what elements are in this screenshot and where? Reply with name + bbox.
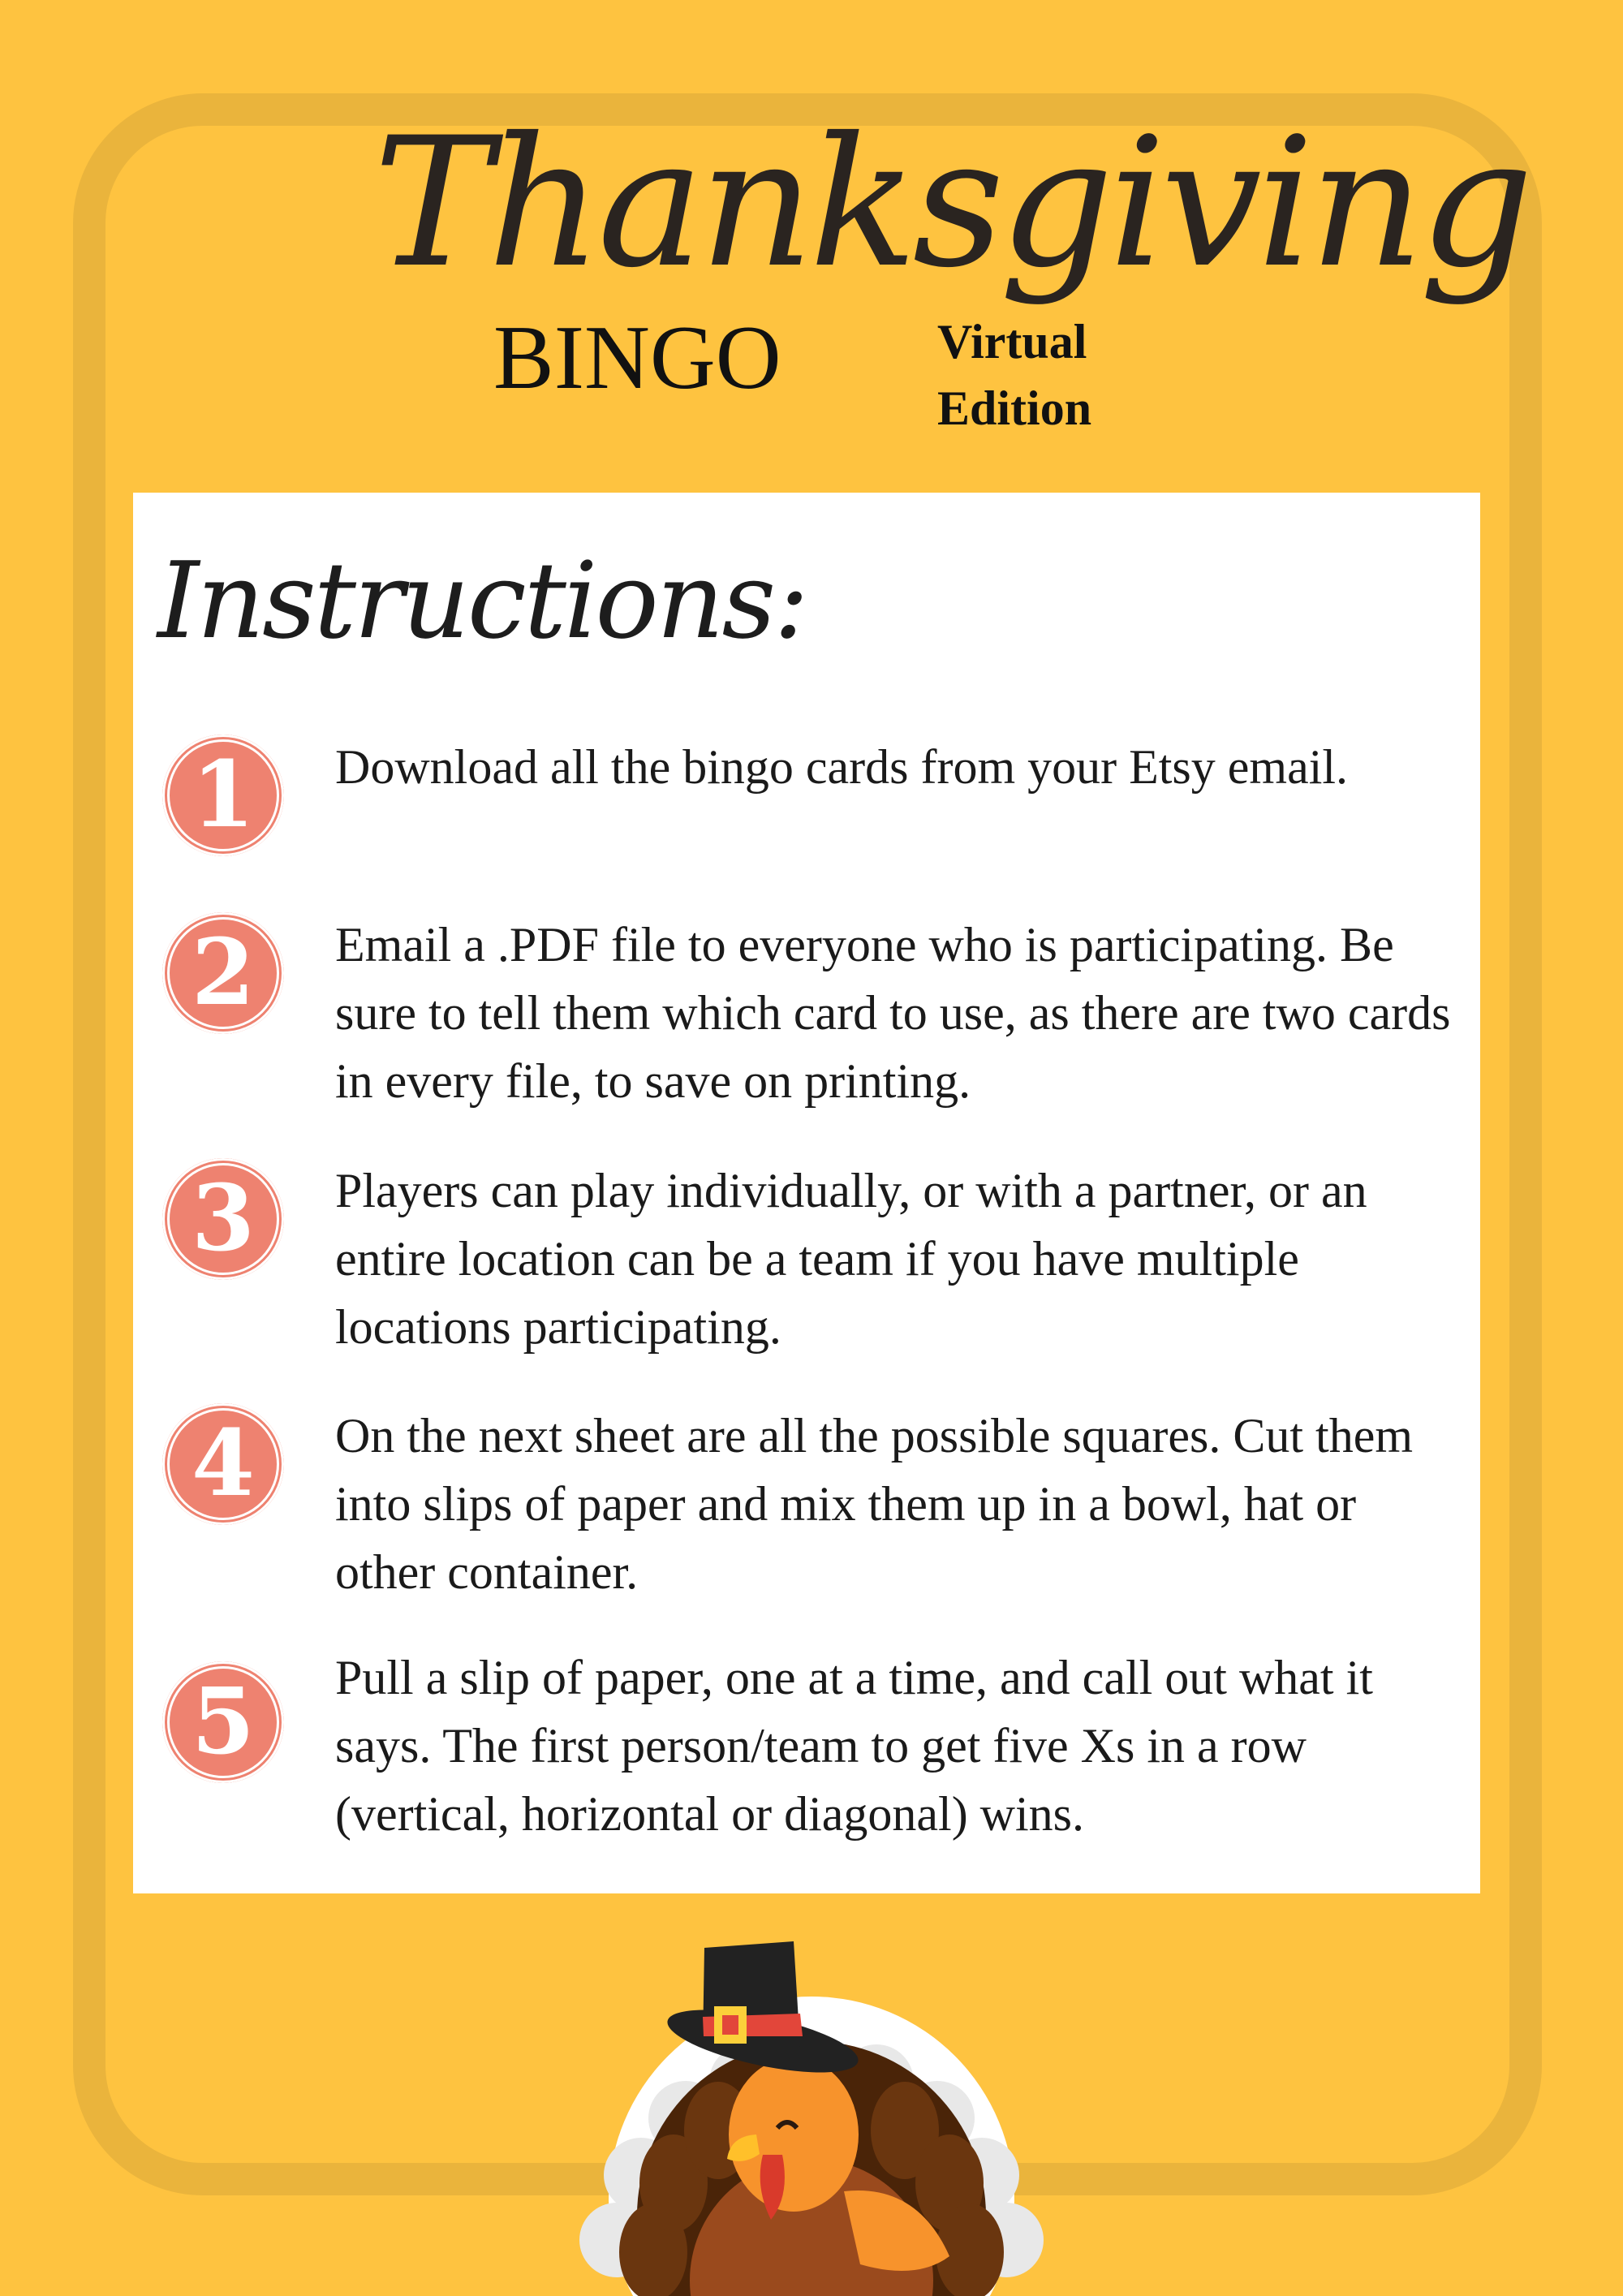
step-number-badge (162, 1403, 284, 1525)
step-text: Download all the bingo cards from your Etsy email. (335, 740, 1349, 794)
instructions-panel (133, 493, 1480, 1893)
step-text: Pull a slip of paper, one at a time, and call out what it says. The first person/team to get five Xs in a row (vertical, horizontal or diagonal) wins. (335, 1651, 1373, 1841)
step-number: 3 (192, 1165, 255, 1272)
bingo-label: BINGO (493, 308, 781, 408)
step-text: Email a .PDF file to everyone who is participating. Be sure to tell them which card to use, as there are two cards in every file, to save on printing. (335, 918, 1451, 1108)
step-number: 5 (192, 1669, 255, 1775)
step-number: 1 (192, 742, 255, 848)
pilgrim-turkey-icon (519, 1932, 1104, 2296)
step-number-badge (162, 1158, 284, 1280)
step-text: Players can play individually, or with a partner, or an entire location can be a team if you have multiple locations participating. (335, 1164, 1367, 1354)
step-number-badge (162, 1661, 284, 1783)
step-number-badge (162, 912, 284, 1034)
edition-line-1: Virtual (937, 315, 1087, 368)
page-title: Thanksgiving (373, 99, 1529, 307)
edition-label (937, 308, 1091, 442)
step-number-badge (162, 734, 284, 856)
step-number: 4 (192, 1411, 255, 1517)
instructions-heading: Instructions: (157, 539, 807, 662)
step-text: On the next sheet are all the possible squares. Cut them into slips of paper and mix them up in a bowl, hat or other container. (335, 1409, 1413, 1599)
step-number: 2 (192, 920, 255, 1026)
edition-line-2: Edition (937, 381, 1092, 435)
